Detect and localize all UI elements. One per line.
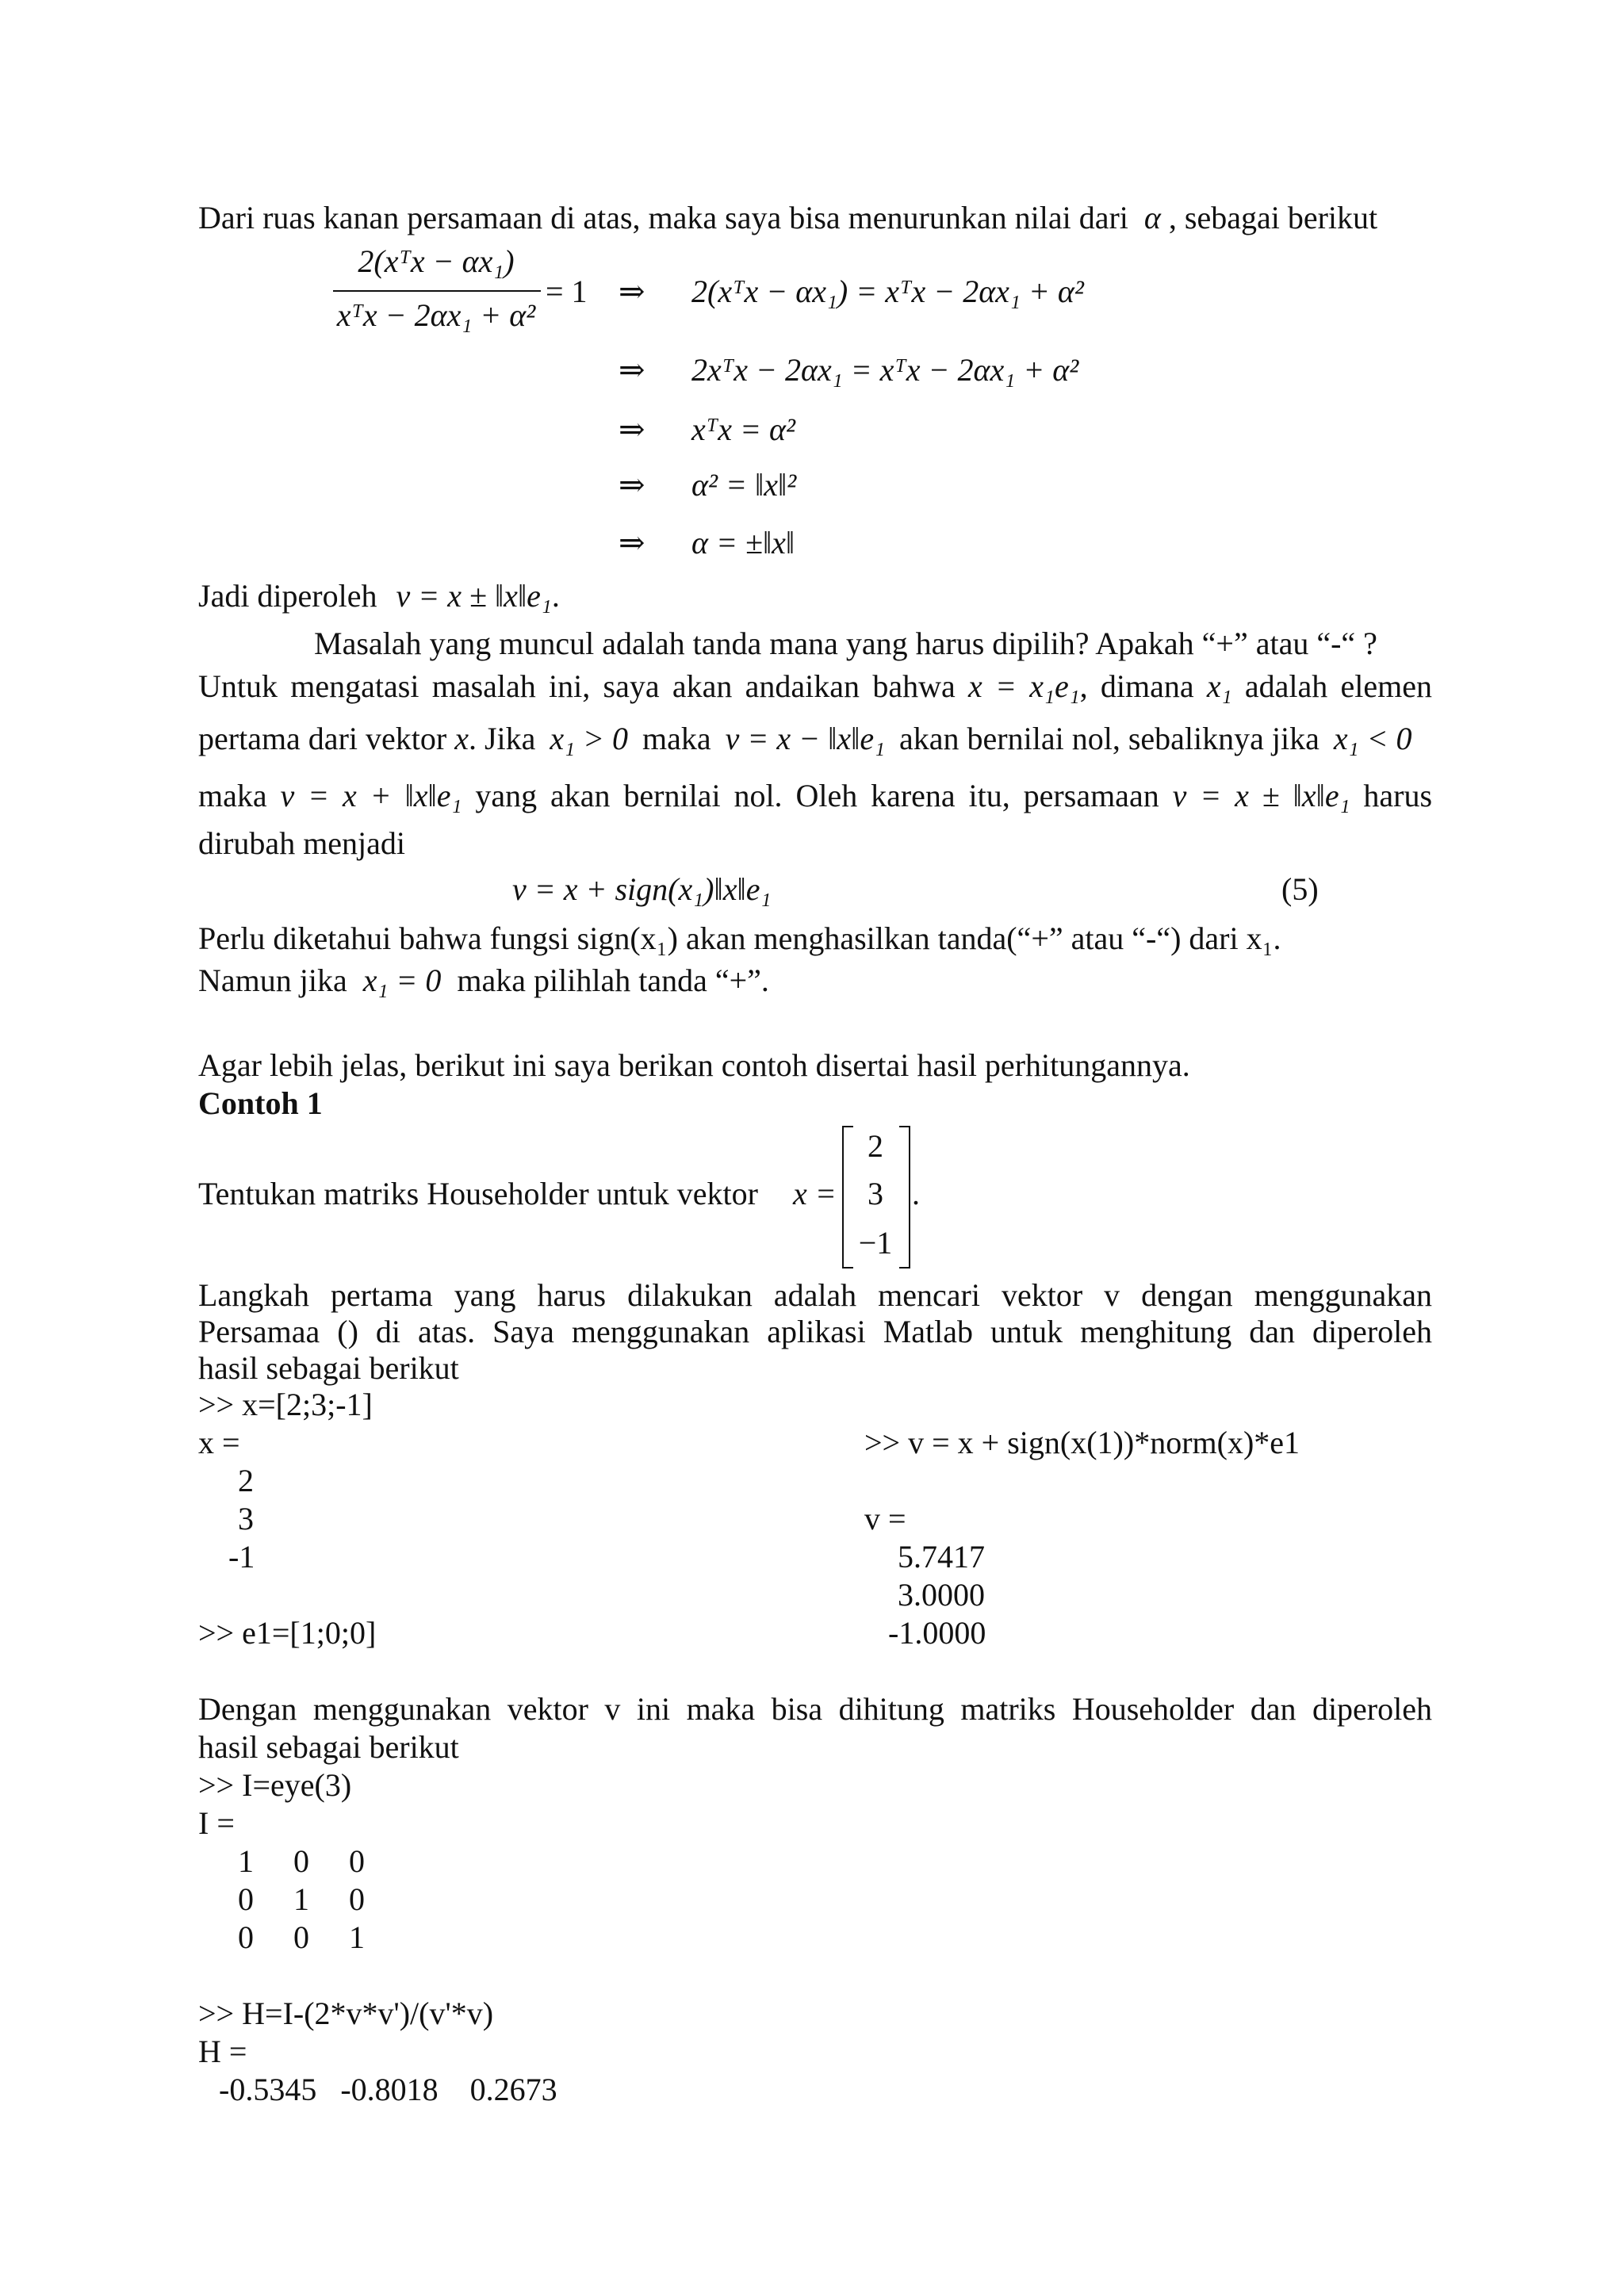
para2-line2-text-a: Namun jika: [198, 962, 347, 998]
para1-line3: [198, 720, 1412, 758]
implies-arrow: ⇒: [619, 525, 645, 561]
step-1-text: 2(xᵀx − αx₁) = xᵀx − 2αx₁ + α²: [691, 274, 1084, 309]
fraction-numerator: 2(xᵀx − αx₁): [358, 243, 515, 279]
matlab-out-v: v =: [864, 1501, 906, 1536]
matlab-I-row-3: 0 0 1: [238, 1919, 365, 1955]
example-heading: Contoh 1: [198, 1085, 323, 1121]
matlab-v-val-1: 5.7417: [898, 1539, 985, 1575]
vector-right-bracket: [899, 1126, 910, 1269]
para1-line3-cond2: x₁ < 0: [1333, 721, 1412, 756]
matlab-out-I: I =: [198, 1805, 235, 1841]
matlab-out-H: H =: [198, 2034, 247, 2069]
matlab-cmd-H: >> H=I-(2*v*v')/(v'*v): [198, 1996, 494, 2031]
para1-line2-text-a: Untuk mengatasi masalah ini, saya akan andaikan bahwa: [198, 668, 956, 704]
para1-line3-x: x: [454, 721, 469, 756]
para1-line2: [198, 668, 1432, 706]
matlab-I-row-1: 1 0 0: [238, 1843, 365, 1879]
para1-line3-text-c: . Jika: [468, 721, 536, 756]
implies-arrow: ⇒: [619, 274, 645, 309]
para1-line4-formula2: v = x ± ‖x‖e₁: [1172, 778, 1350, 813]
derivation-step-4: [619, 466, 796, 504]
matlab-H-row-1: -0.5345 -0.8018 0.2673: [219, 2072, 557, 2107]
fraction-bar: [333, 290, 541, 292]
result-prefix: Jadi diperoleh: [198, 578, 377, 614]
example-var: x =: [793, 1176, 837, 1211]
para4-line3: hasil sebagai berikut: [198, 1350, 459, 1386]
para1-line2-text-c: , dimana: [1079, 668, 1194, 704]
para1-line3-text-e: maka: [642, 721, 711, 756]
derivation-step-1: [619, 273, 1084, 311]
matlab-out-x: x =: [198, 1425, 240, 1460]
equation-5: v = x + sign(x₁)‖x‖e₁: [512, 871, 772, 907]
intro-text: Dari ruas kanan persamaan di atas, maka saya bisa menurunkan nilai dari: [198, 200, 1128, 235]
para2-line2: [198, 962, 769, 1000]
result-formula: v = x ± ‖x‖e₁: [396, 578, 552, 614]
para4-line1: Langkah pertama yang harus dilakukan adalah mencari vektor v dengan menggunakan: [198, 1277, 1432, 1313]
vector-entry-3: −1: [858, 1225, 893, 1261]
matlab-cmd-e1: >> e1=[1;0;0]: [198, 1615, 377, 1651]
para1-line1: Masalah yang muncul adalah tanda mana yang harus dipilih? Apakah “+” atau “-“ ?: [314, 626, 1377, 661]
para5-line2: hasil sebagai berikut: [198, 1729, 459, 1765]
step-5-text: α = ±‖x‖: [691, 525, 795, 561]
matlab-x-val-2: 3: [238, 1501, 254, 1536]
intro-tail: , sebagai berikut: [1168, 200, 1378, 235]
para2-line2-text-c: maka pilihlah tanda “+”.: [457, 962, 769, 998]
implies-arrow: ⇒: [619, 352, 645, 388]
fraction-rhs: = 1: [546, 274, 588, 309]
para1-line3-text-g: akan bernilai nol, sebaliknya jika: [899, 721, 1320, 756]
para1-line4-text-c: yang akan bernilai nol. Oleh karena itu, persamaan: [475, 778, 1159, 813]
step-2-text: 2xᵀx − 2αx₁ = xᵀx − 2αx₁ + α²: [691, 352, 1079, 388]
para1-line2-formula: x = x₁e₁: [968, 668, 1080, 704]
para2-line2-cond: x₁ = 0: [362, 962, 442, 998]
result-line: [198, 577, 560, 615]
vector-entry-2: 3: [868, 1176, 883, 1211]
matlab-x-val-3: -1: [228, 1539, 255, 1575]
para1-line2-x1: x₁: [1206, 668, 1232, 704]
para1-line4-text-a: maka: [198, 778, 267, 813]
para5-line1: Dengan menggunakan vektor v ini maka bisa dihitung matriks Householder dan diperoleh: [198, 1691, 1432, 1727]
implies-arrow: ⇒: [619, 467, 645, 503]
equation-5-number: (5): [1281, 871, 1319, 907]
derivation-step-2: [619, 351, 1078, 389]
para4-line2: Persamaa () di atas. Saya menggunakan aplikasi Matlab untuk menghitung dan diperoleh: [198, 1314, 1432, 1349]
para1-line3-cond: x₁ > 0: [550, 721, 629, 756]
step-4-text: α² = ‖x‖²: [691, 467, 797, 503]
matlab-v-val-3: -1.0000: [888, 1615, 986, 1651]
step-3-text: xᵀx = α²: [691, 411, 795, 447]
matlab-cmd-I: >> I=eye(3): [198, 1767, 352, 1803]
para2-line1: Perlu diketahui bahwa fungsi sign(x₁) akan menghasilkan tanda(“+” atau “-“) dari x₁.: [198, 920, 1281, 956]
example-task: Tentukan matriks Householder untuk vektor: [198, 1176, 758, 1211]
vector-entry-1: 2: [868, 1128, 883, 1164]
example-period: .: [912, 1176, 920, 1211]
para1-line3-text-a: pertama dari vektor: [198, 721, 447, 756]
derivation-step-3: [619, 411, 795, 449]
alpha-symbol: α: [1143, 200, 1161, 235]
implies-arrow: ⇒: [619, 411, 645, 447]
para3: Agar lebih jelas, berikut ini saya berikan contoh disertai hasil perhitungannya.: [198, 1047, 1190, 1083]
matlab-cmd-x: >> x=[2;3;-1]: [198, 1387, 373, 1422]
para1-line4-formula: v = x + ‖x‖e₁: [280, 778, 462, 813]
para1-line3-formula: v = x − ‖x‖e₁: [725, 721, 886, 756]
fraction-denominator: xᵀx − 2αx₁ + α²: [336, 297, 536, 333]
matlab-v-val-2: 3.0000: [898, 1577, 985, 1613]
para1-line2-text-e: adalah elemen: [1244, 668, 1433, 704]
derivation-step-5: [619, 524, 795, 562]
matlab-x-val-1: 2: [238, 1463, 254, 1498]
intro-line: [198, 199, 1377, 237]
para1-line4-text-e: harus: [1363, 778, 1433, 813]
matlab-I-row-2: 0 1 0: [238, 1881, 365, 1917]
para1-line5: dirubah menjadi: [198, 825, 406, 861]
para1-line4: [198, 777, 1432, 815]
matlab-cmd-v: >> v = x + sign(x(1))*norm(x)*e1: [864, 1425, 1300, 1460]
result-suffix: .: [551, 578, 560, 614]
